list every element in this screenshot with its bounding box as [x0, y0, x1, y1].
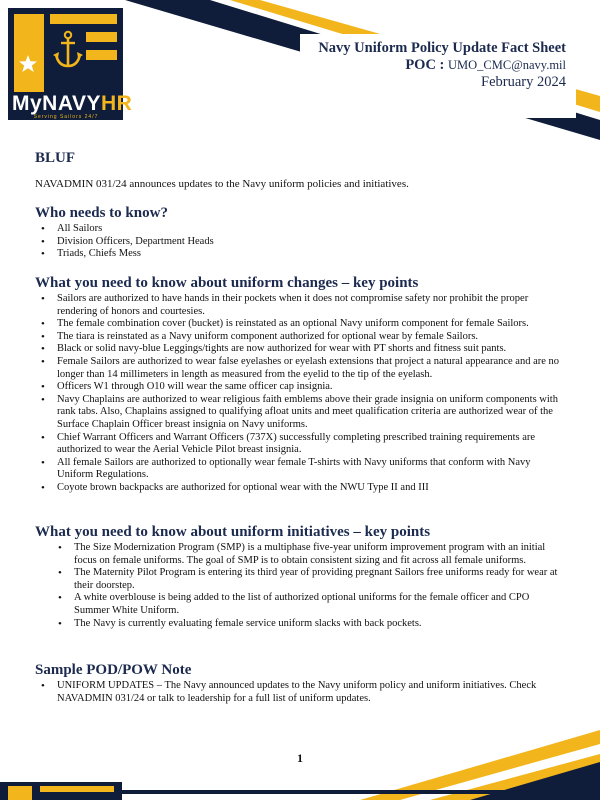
- footer-bar: [0, 782, 600, 800]
- footer-navy-line: [122, 790, 600, 794]
- footer-logo-strip: [0, 782, 122, 800]
- list-item: • Navy Chaplains are authorized to wear religious faith emblems above their grade insignia on uniform components with rank tabs. Also, Chaplains assigned to qualifying afloat units and meet qualification criteria are authorized wear of the Surface Chaplain Officer breast insignia on Navy uniforms.: [35, 394, 565, 432]
- star-icon: [18, 54, 38, 74]
- logo-gold-bar: [86, 32, 117, 42]
- logo-gold-bar: [86, 50, 117, 60]
- list-item: • The Navy is currently evaluating female service uniform slacks with back pockets.: [52, 618, 562, 631]
- changes-heading: What you need to know about uniform changes – key points: [35, 275, 419, 291]
- document-title: Navy Uniform Policy Update Fact Sheet: [318, 40, 566, 56]
- list-item: • A white overblouse is being added to the list of authorized optional uniforms for the female officer and CPO Summer White Uniform.: [52, 592, 562, 617]
- list-item: • Sailors are authorized to have hands in their pockets when it does not compromise safety nor prohibit the proper rendering of honors and courtesies.: [35, 293, 565, 318]
- logo-gold-bar: [50, 14, 117, 24]
- who-list: [35, 223, 555, 261]
- list-item: • All Sailors: [35, 223, 555, 236]
- list-item: • The tiara is reinstated as a Navy uniform component authorized for optional wear by female Sailors.: [35, 331, 565, 344]
- list-item: • Officers W1 through O10 will wear the same officer cap insignia.: [35, 381, 565, 394]
- document-date: February 2024: [481, 74, 566, 90]
- list-item: • Coyote brown backpacks are authorized for optional wear with the NWU Type II and III: [35, 482, 565, 495]
- initiatives-list: [52, 542, 562, 630]
- list-item: • The Maternity Pilot Program is entering its third year of providing pregnant Sailors free uniforms ready for wear at their doorstep.: [52, 567, 562, 592]
- bluf-heading: BLUF: [35, 150, 76, 166]
- list-item: • All female Sailors are authorized to optionally wear female T-shirts with Navy uniforms that conform with Navy Uniform Regulations.: [35, 457, 565, 482]
- mynavyhr-logo: [8, 8, 133, 120]
- list-item: • Black or solid navy-blue Leggings/tights are now authorized for wear with PT shorts and fitness suit pants.: [35, 343, 565, 356]
- page-number: 1: [297, 751, 303, 765]
- list-item: • Chief Warrant Officers and Warrant Officers (737X) successfully completing prescribed training requirements are authorized to wear the Aerial Vehicle Pilot breast insignia.: [35, 432, 565, 457]
- footer-gold-bar: [8, 786, 32, 800]
- logo-wordmark: MyNAVYHR: [12, 92, 133, 115]
- poc-email[interactable]: UMO_CMC@navy.mil: [448, 58, 566, 72]
- list-item: • Female Sailors are authorized to wear false eyelashes or eyelash extensions that project a natural appearance and are no longer than 14 millimeters in length as measured from the eyelid to the tip of the eyelash.: [35, 356, 565, 381]
- bluf-text: NAVADMIN 031/24 announces updates to the Navy uniform policies and initiatives.: [35, 178, 409, 190]
- list-item: • Triads, Chiefs Mess: [35, 248, 555, 261]
- list-item: • Division Officers, Department Heads: [35, 236, 555, 249]
- list-item: • The female combination cover (bucket) is reinstated as an optional Navy uniform component for female Sailors.: [35, 318, 565, 331]
- changes-list: [35, 293, 565, 495]
- logo-tagline: Serving Sailors 24/7: [33, 114, 99, 120]
- list-item: • The Size Modernization Program (SMP) is a multiphase five-year uniform improvement program with an initial focus on female uniforms. The goal of SMP is to obtain consistent sizing and fit across all female uniforms.: [52, 542, 562, 567]
- pod-heading: Sample POD/POW Note: [35, 662, 192, 678]
- anchor-icon: [52, 30, 84, 70]
- footer-gold-bar: [40, 786, 114, 792]
- list-item: • UNIFORM UPDATES – The Navy announced updates to the Navy uniform policy and uniform initiatives. Check NAVADMIN 031/24 or talk to leadership for a full list of uniform updates.: [35, 680, 565, 705]
- initiatives-heading: What you need to know about uniform initiatives – key points: [35, 524, 431, 540]
- document-title-block: [318, 40, 566, 91]
- poc-line: POC : UMO_CMC@navy.mil: [405, 57, 566, 73]
- logo-gold-bar: [14, 14, 44, 92]
- who-heading: Who needs to know?: [35, 205, 168, 221]
